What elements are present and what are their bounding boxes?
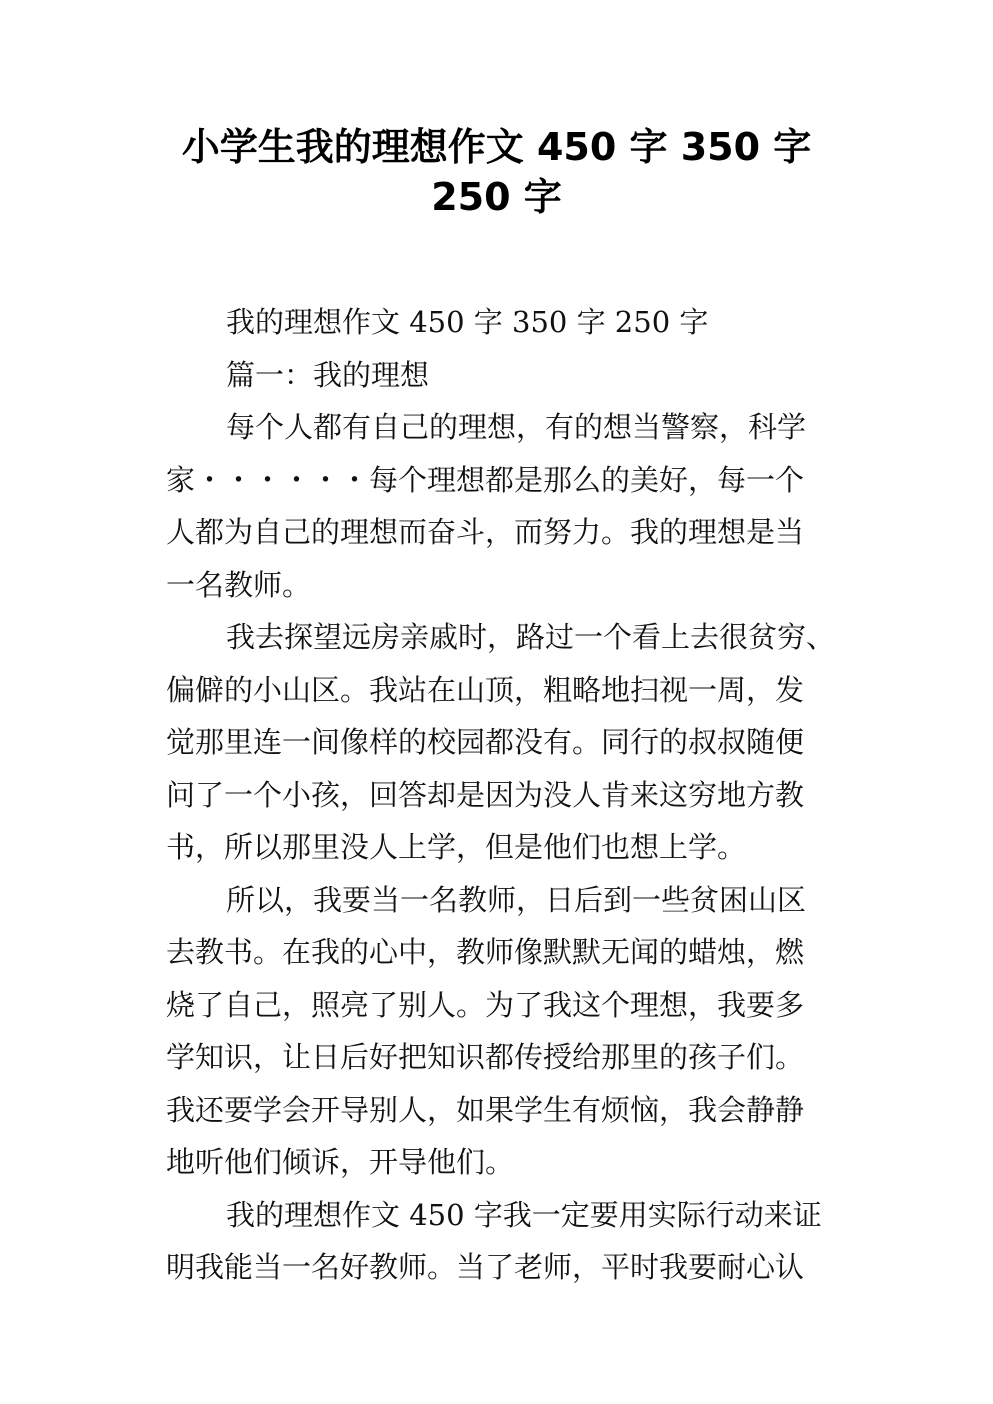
paragraph-line: 我去探望远房亲戚时，路过一个看上去很贫穷、 [226, 620, 836, 654]
paragraph-line: 偏僻的小山区。我站在山顶，粗略地扫视一周，发 [166, 672, 805, 707]
paragraph-subtitle [166, 296, 846, 349]
title-line-1: 小学生我的理想作文 450 字 350 字 [181, 125, 812, 169]
paragraph-line: 我的理想作文 450 字 350 字 250 字 [226, 305, 709, 339]
paragraph-line: 每个人都有自己的理想，有的想当警察，科学 [226, 410, 807, 444]
paragraph-line: 烧了自己，照亮了别人。为了我这个理想，我要多 [166, 987, 805, 1022]
paragraph-1 [166, 401, 846, 611]
paragraph-line: 一名教师。 [166, 567, 312, 602]
paragraph-line: 书，所以那里没人上学，但是他们也想上学。 [166, 830, 747, 864]
paragraph-line: 问了一个小孩，回答却是因为没人肯来这穷地方教 [166, 777, 805, 812]
paragraph-line: 我还要学会开导别人，如果学生有烦恼，我会静静 [166, 1092, 805, 1127]
paragraph-line: 学知识，让日后好把知识都传授给那里的孩子们。 [166, 1040, 805, 1074]
title-line-2: 250 字 [431, 175, 562, 219]
paragraph-2 [166, 611, 846, 874]
paragraph-chapter-heading [166, 349, 846, 402]
paragraph-line: 人都为自己的理想而奋斗，而努力。我的理想是当 [166, 515, 805, 549]
document-title [150, 122, 843, 222]
paragraph-line: 去教书。在我的心中，教师像默默无闻的蜡烛，燃 [166, 935, 805, 969]
paragraph-line: 明我能当一名好教师。当了老师，平时我要耐心认 [166, 1250, 805, 1284]
document-body [166, 296, 846, 1294]
paragraph-line: 篇一：我的理想 [226, 357, 430, 392]
paragraph-line: 所以，我要当一名教师，日后到一些贫困山区 [226, 882, 807, 917]
paragraph-line: 地听他们倾诉，开导他们。 [166, 1145, 515, 1179]
paragraph-line: 我的理想作文 450 字我一定要用实际行动来证 [226, 1197, 822, 1232]
paragraph-line: 家・・・・・・每个理想都是那么的美好，每一个 [166, 462, 805, 497]
paragraph-4 [166, 1189, 846, 1294]
paragraph-line: 觉那里连一间像样的校园都没有。同行的叔叔随便 [166, 725, 805, 759]
paragraph-3 [166, 874, 846, 1189]
